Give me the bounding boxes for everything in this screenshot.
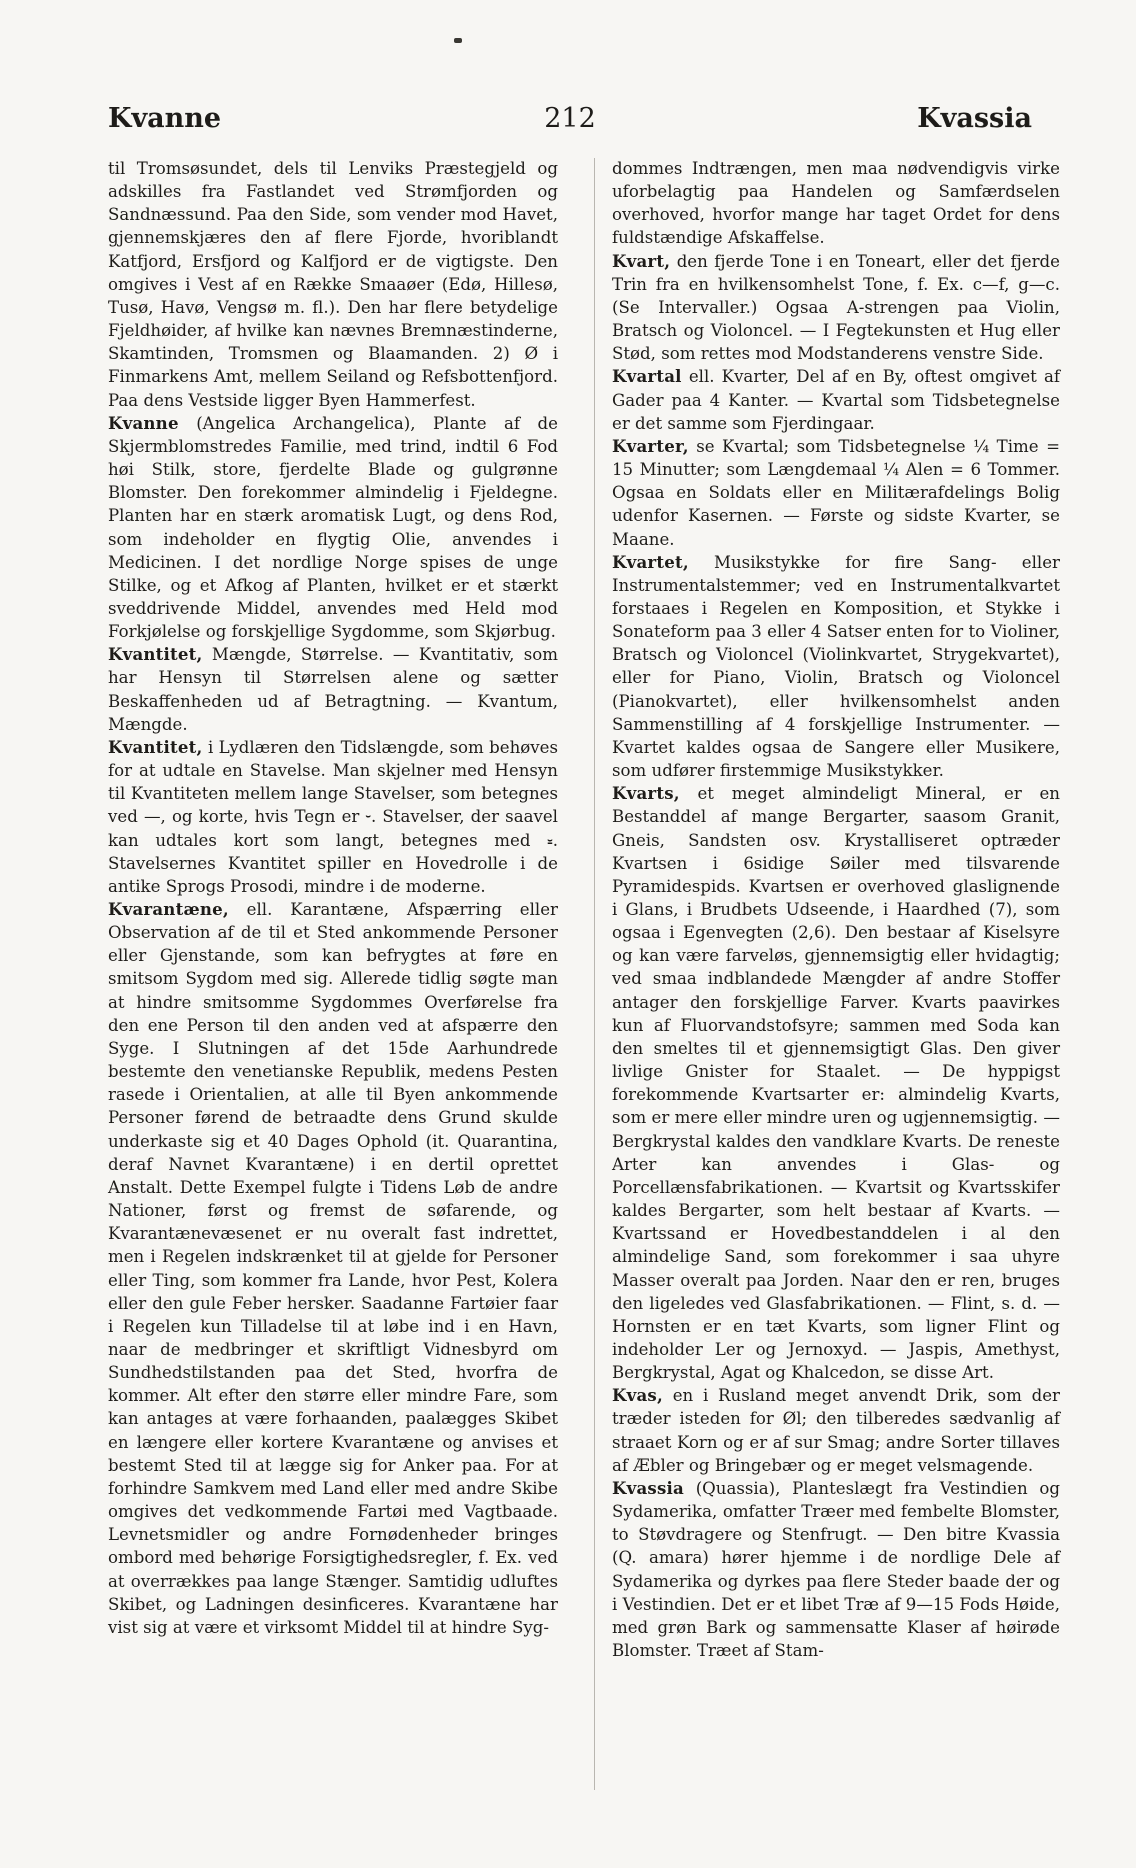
entry-headword: Kvarter, [612,435,689,456]
entry-headword: Kvarts, [612,783,680,804]
column-divider [594,158,595,1790]
entry-text: (Quassia), Planteslægt fra Vestindien og Sydamerika, omfatter Træer med fembelte Blomster, to Støvdragere og Stenfrugt. — Den bitre Kvassia (Q. amara) hører hjemme i de nordlige Dele af Sydamerika og dyrkes paa flere Steder baade der og i Vestindien. Det er et libet Træ af 9—15 Fods Høide, med grøn Bark og sammensatte Klaser af høirøde Blomster. Træet af Stam- [612,1478,1060,1660]
entry-text: et meget almindeligt Mineral, er en Bestanddel af mange Bergarter, saasom Granit, Gneis, Sandsten osv. Krystalliseret optræder Kvartsen i 6sidige Søiler med tilsvarende Pyramidespids. Kvartsen er overhoved glaslignende i Glans, i Brudbets Udseende, i Haardhed (7), som ogsaa i Egenvegten (2,6). Den bestaar af Kiselsyre og kan være farveløs, gjennemsigtig eller hvidagtig; ved smaa indblandede Mængder af andre Stoffer antager den forskjellige Farver. Kvarts paavirkes kun af Fluorvandstofsyre; sammen med Soda kan den smeltes til et gjennemsigtigt Glas. Den giver livlige Gnister for Staalet. — De hyppigst forekommende Kvartsarter er: almindelig Kvarts, som er mere eller mindre uren og ugjennemsigtig. — Bergkrystal kaldes den vandklare Kvarts. De reneste Arter kan anvendes i Glas- og Porcellænsfabrikationen. — Kvartsit og Kvartsskifer kaldes Bergarter, som helt bestaar af Kvarts. — Kvartssand er Hovedbestanddelen i al den almindelige Sand, som forekommer i saa uhyre Masser overalt paa Jorden. Naar den er ren, bruges den ligeledes ved Glasfabrikationen. — Flint, s. d. — Hornsten er en tæt Kvarts, som ligner Flint og indeholder Ler og Jernoxyd. — Jaspis, Amethyst, Bergkrystal, Agat og Khalcedon, se disse Art. [612,784,1060,1383]
entry-text: den fjerde Tone i en Toneart, eller det fjerde Trin fra en hvilkensomhelst Tone, f. Ex. c—f, g—c. (Se Intervaller.) Ogsaa A-strengen paa Violin, Bratsch og Violoncel. — I Fegtekunsten et Hug eller Stød, som rettes mod Modstanderens venstre Side. [612,251,1060,364]
entry-headword: Kvanne [108,412,179,433]
entry-headword: Kvarantæne, [108,899,229,919]
entry-text: dommes Indtrængen, men maa nødvendigvis virke uforbelagtig paa Handelen og Samfærdselen overhoved, hvorfor mange har taget Ordet for dens fuldstændige Afskaffelse. [612,159,1060,248]
entry-kvartet [612,551,1060,783]
ink-mark [454,38,462,43]
entry-text: se Kvartal; som Tidsbetegnelse ¼ Time = 15 Minutter; som Længdemaal ¼ Alen = 6 Tommer. Ogsaa en Soldats eller en Militærafdelings Bolig udenfor Kasernen. — Første og sidste Kvarter, se Maane. [612,436,1060,549]
entry-kvartal [612,365,1060,434]
entry-kvantitet [108,643,558,736]
entry-kvantitet-prosody [108,736,558,898]
page-header [108,100,1032,140]
entry-headword: Kvart, [612,250,671,271]
entry-text: Musikstykke for fire Sang- eller Instrumentalstemmer; ved en Instrumentalkvartet forstaaes i Regelen en Komposition, et Stykke i Sonateform paa 3 eller 4 Satser enten for to Violiner, Bratsch og Violoncel (Violinkvartet, Strygekvartet), eller for Piano, Violin, Bratsch og Violoncel (Pianokvartet), eller hvilkensomhelst anden Sammenstilling af 4 forskjellige Instrumenter. — Kvartet kaldes ogsaa de Sangere eller Musikere, som udfører firstemmige Musikstykker. [612,552,1060,781]
entry-kvart [612,250,1060,366]
entry-continuation [612,157,1060,250]
entry-text: ell. Karantæne, Afspærring eller Observation af de til et Sted ankommende Personer eller Gjenstande, som kan befrygtes at føre en smitsom Sygdom med sig. Allerede tidlig søgte man at hindre smitsomme Sygdommes Overførelse fra den ene Person til den anden ved at afspærre den Syge. I Slutningen af det 15de Aarhundrede bestemte den venetianske Republik, medens Pesten rasede i Orientalien, at alle til Byen ankommende Personer førend de betraadte dens Grund skulde underkaste sig et 40 Dages Ophold (it. Quarantina, deraf Navnet Kvarantæne) i en dertil oprettet Anstalt. Dette Exempel fulgte i Tidens Løb de andre Nationer, først og fremst de søfarende, og Kvarantænevæsenet er nu overalt fast indrettet, men i Regelen indskrænket til at gjelde for Personer eller Ting, som kommer fra Lande, hvor Pest, Kolera eller den gule Feber hersker. Saadanne Fartøier faar i Regelen kun Tilladelse til at løbe ind i en Havn, naar de medbringer et skriftligt Vidnesbyrd om Sundhedstilstanden paa det Sted, hvorfra de kommer. Alt efter den større eller mindre Fare, som kan antages at være forhaanden, paalægges Skibet en længere eller kortere Kvarantæne og anvises et bestemt Sted til at lægge sig for Anker paa. For at forhindre Samkvem med Land eller med andre Skibe omgives det vedkommende Fartøi med Vagtbaade. Levnetsmidler og andre Fornødenheder bringes ombord med behørige Forsigtighedsregler, f. Ex. ved at overrækkes paa lange Stænger. Samtidig udluftes Skibet, og Ladningen desinficeres. Kvarantæne har vist sig at være et virksomt Middel til at hindre Syg- [108,900,558,1637]
entry-continuation [108,157,558,412]
left-running-headword: Kvanne [108,103,222,134]
entry-kvarter [612,435,1060,551]
entry-kvarts [612,782,1060,1384]
entry-kvassia [612,1477,1060,1662]
left-column [108,157,558,1639]
entry-headword: Kvartal [612,366,682,387]
right-running-headword: Kvassia [917,103,1032,134]
entry-text: Mængde, Størrelse. — Kvantitativ, som har Hensyn til Størrelsen alene og sætter Beskaffenheden ud af Betragtning. — Kvantum, Mængde. [108,645,558,734]
entry-headword: Kvassia [612,1477,684,1498]
entry-text: i Lydlæren den Tidslængde, som behøves for at udtale en Stavelse. Man skjelner med Hensyn til Kvantiteten mellem lange Stavelser, som betegnes ved —, og korte, hvis Tegn er ⏑. Stavelser, der saavel kan udtales kort som langt, betegnes med ⏓. Stavelsernes Kvantitet spiller en Hovedrolle i de antike Sprogs Prosodi, mindre i de moderne. [108,737,558,896]
entry-text: (Angelica Archangelica), Plante af de Skjermblomstredes Familie, med trind, indtil 6 Fod høi Stilk, store, fjerdelte Blade og gulgrønne Blomster. Den forekommer almindelig i Fjeldegne. Planten har en stærk aromatisk Lugt, og dens Rod, som indeholder en flygtig Olie, anvendes i Medicinen. I det nordlige Norge spises de unge Stilke, og et Afkog af Planten, hvilket er et stærkt sveddrivende Middel, anvendes med Held mod Forkjølelse og forskjellige Sygdomme, som Skjørbug. [108,413,558,642]
entry-headword: Kvantitet, [108,736,203,757]
entry-kvarantaene [108,898,558,1639]
right-column [612,157,1060,1662]
entry-text: ell. Kvarter, Del af en By, oftest omgivet af Gader paa 4 Kanter. — Kvartal som Tidsbetegnelse er det samme som Fjerdingaar. [612,367,1061,433]
entry-headword: Kvartet, [612,551,689,572]
entry-text: til Tromsøsundet, dels til Lenviks Præstegjeld og adskilles fra Fastlandet ved Strømfjorden og Sandnæssund. Paa den Side, som vender mod Havet, gjennemskjæres den af flere Fjorde, hvoriblandt Katfjord, Ersfjord og Kalfjord er de vigtigste. Den omgives i Vest af en Række Smaaøer (Edø, Hillesø, Tusø, Havø, Vengsø m. fl.). Den har flere betydelige Fjeldhøider, af hvilke kan nævnes Bremnæstinderne, Skamtinden, Tromsmen og Blaamanden. 2) Ø i Finmarkens Amt, mellem Seiland og Refsbottenfjord. Paa dens Vestside ligger Byen Hammerfest. [108,159,558,410]
entry-headword: Kvantitet, [108,644,203,665]
entry-text: en i Rusland meget anvendt Drik, som der træder isteden for Øl; den tilberedes sædvanlig af straaet Korn og er af sur Smag; andre Sorter tillaves af Æbler og Bringebær og er meget velsmagende. [612,1386,1060,1475]
page-number: 212 [544,103,596,134]
entry-kvanne [108,412,558,644]
entry-kvas [612,1384,1060,1477]
entry-headword: Kvas, [612,1385,663,1406]
